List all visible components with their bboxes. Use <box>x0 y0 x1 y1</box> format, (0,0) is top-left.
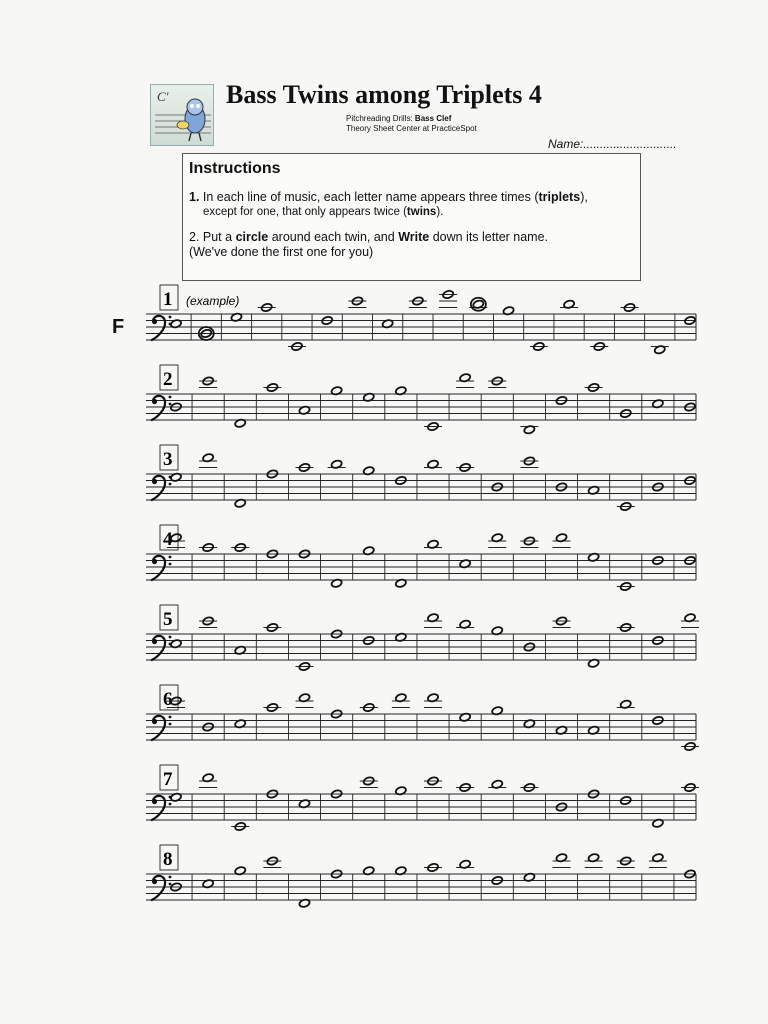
note[interactable] <box>360 776 378 787</box>
note[interactable] <box>488 533 506 548</box>
note[interactable] <box>560 299 578 309</box>
note[interactable] <box>296 662 314 672</box>
staff-line-3 <box>146 445 696 511</box>
line-number: 6 <box>163 689 173 710</box>
note[interactable] <box>651 345 669 355</box>
instructions-heading: Instructions <box>189 160 281 177</box>
page-title: Bass Twins among Triplets 4 <box>226 80 542 109</box>
note[interactable] <box>488 376 506 387</box>
note[interactable] <box>681 742 699 752</box>
note[interactable] <box>258 303 276 313</box>
example-label: (example) <box>186 294 240 308</box>
note[interactable] <box>348 296 366 307</box>
note[interactable] <box>199 616 217 627</box>
subtitle-source: Theory Sheet Center at PracticeSpot <box>346 124 477 133</box>
line-number: 4 <box>163 529 173 550</box>
line-number: 1 <box>163 289 173 310</box>
line-number: 7 <box>163 769 173 790</box>
note[interactable] <box>456 859 474 869</box>
line-number: 3 <box>163 449 173 470</box>
note[interactable] <box>199 543 217 553</box>
bass-clef-icon <box>151 396 171 421</box>
note[interactable] <box>360 703 378 713</box>
bass-clef-icon <box>151 716 171 741</box>
note[interactable] <box>263 383 281 393</box>
note[interactable] <box>456 783 474 793</box>
note[interactable] <box>296 463 314 473</box>
note[interactable] <box>520 536 538 547</box>
line-number-box <box>160 845 178 870</box>
answer-letter[interactable]: F <box>112 316 125 338</box>
bass-clef-icon <box>151 636 171 661</box>
note[interactable] <box>617 856 635 867</box>
note[interactable] <box>617 699 635 709</box>
note[interactable] <box>263 623 281 633</box>
instruction-2: 2. Put a circle around each twin, and Write down its letter name. <box>189 230 549 244</box>
bass-clef-icon <box>151 556 171 581</box>
bass-clef-icon <box>151 476 171 501</box>
note[interactable] <box>199 453 217 468</box>
note[interactable] <box>424 863 442 873</box>
note[interactable] <box>553 853 571 868</box>
note[interactable] <box>439 290 457 308</box>
note[interactable] <box>617 502 635 512</box>
note[interactable] <box>520 783 538 793</box>
note[interactable] <box>409 296 427 307</box>
instruction-1: 1. In each line of music, each letter name appears three times (triplets), <box>189 190 588 204</box>
instruction-2-note: (We've done the first one for you) <box>189 245 374 259</box>
staff-line-2 <box>146 365 696 435</box>
line-number: 8 <box>163 849 173 870</box>
note[interactable] <box>553 533 571 548</box>
note[interactable] <box>296 693 314 708</box>
note[interactable] <box>681 783 699 793</box>
note[interactable] <box>288 342 306 352</box>
note[interactable] <box>649 853 667 868</box>
note[interactable] <box>456 373 474 388</box>
line-number-box <box>160 365 178 390</box>
logo-text: C' <box>157 89 169 104</box>
staff-line-6 <box>146 685 699 751</box>
note[interactable] <box>590 342 608 352</box>
note[interactable] <box>617 623 635 633</box>
subtitle-drills: Pitchreading Drills: Bass Clef <box>346 114 452 123</box>
note[interactable] <box>263 856 281 867</box>
note[interactable] <box>621 303 639 313</box>
note[interactable] <box>585 853 603 868</box>
staff-line-1 <box>146 285 696 355</box>
note[interactable] <box>553 616 571 627</box>
note[interactable] <box>488 779 506 789</box>
bass-clef-icon <box>151 316 171 341</box>
note[interactable] <box>681 613 699 628</box>
note[interactable] <box>263 703 281 713</box>
line-number: 5 <box>163 609 173 630</box>
note[interactable] <box>520 456 538 467</box>
note[interactable] <box>617 582 635 592</box>
staff-line-4 <box>146 525 696 591</box>
line-number-box <box>160 285 178 310</box>
note[interactable] <box>424 459 442 469</box>
bass-clef-icon <box>151 796 171 821</box>
note[interactable] <box>231 543 249 553</box>
note[interactable] <box>424 776 442 787</box>
note[interactable] <box>424 539 442 549</box>
note[interactable] <box>520 425 538 435</box>
name-field[interactable]: Name:............................ <box>548 137 677 151</box>
note[interactable] <box>530 342 548 352</box>
line-number-box <box>160 445 178 470</box>
staff-line-7 <box>146 765 699 831</box>
line-number: 2 <box>163 369 173 390</box>
staff-line-5 <box>146 605 699 671</box>
note[interactable] <box>199 773 217 788</box>
staff-line-8 <box>146 845 696 908</box>
line-number-box <box>160 605 178 630</box>
note[interactable] <box>231 822 249 832</box>
note[interactable] <box>424 613 442 628</box>
note[interactable] <box>456 619 474 629</box>
note[interactable] <box>328 459 346 469</box>
note[interactable] <box>392 693 410 708</box>
note[interactable] <box>456 463 474 473</box>
note[interactable] <box>585 383 603 393</box>
bass-clef-icon <box>151 876 171 901</box>
line-number-box <box>160 525 178 550</box>
line-number-box <box>160 765 178 790</box>
note[interactable] <box>424 693 442 708</box>
note[interactable] <box>199 376 217 387</box>
note[interactable] <box>424 422 442 432</box>
instruction-1-cont: except for one, that only appears twice (twins). <box>203 206 444 218</box>
